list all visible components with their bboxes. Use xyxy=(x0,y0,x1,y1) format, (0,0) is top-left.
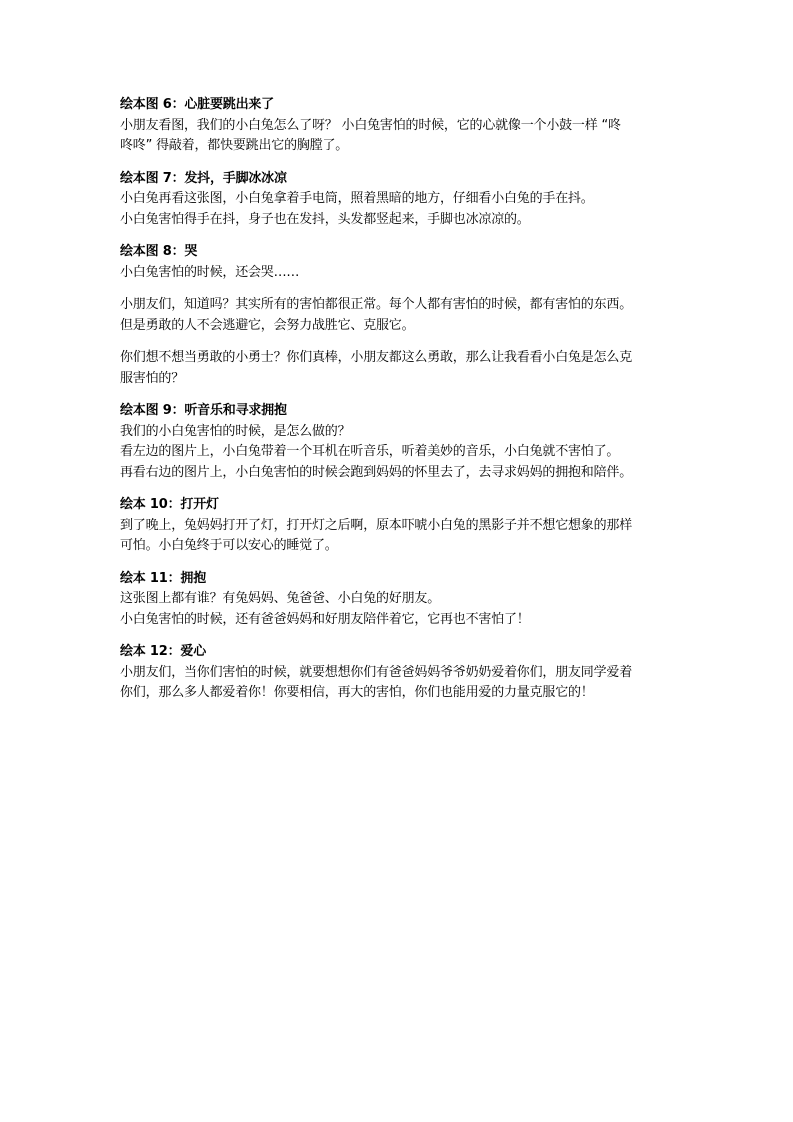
paragraph-line: 小白兔害怕得手在抖，身子也在发抖，头发都竖起来，手脚也冰凉凉的。 xyxy=(120,211,530,227)
document-page xyxy=(120,95,685,716)
paragraph-line: 再看右边的图片上，小白兔害怕的时候会跑到妈妈的怀里去了，去寻求妈妈的拥抱和陪伴。 xyxy=(120,464,633,480)
section-heading: 绘本 11：拥抱 xyxy=(120,570,207,586)
paragraph-line: 小朋友看图，我们的小白兔怎么了呀？ 小白兔害怕的时候，它的心就像一个小鼓一样 “咚 xyxy=(120,117,621,133)
paragraph-line: 你们，那么多人都爱着你！你要相信，再大的害怕，你们也能用爱的力量克服它的！ xyxy=(120,685,594,700)
paragraph-line: 我们的小白兔害怕的时候，是怎么做的？ xyxy=(120,423,351,439)
section-heading: 绘本图 8：哭 xyxy=(120,244,198,259)
paragraph-line: 这张图上都有谁？有兔妈妈、兔爸爸、小白兔的好朋友。 xyxy=(120,591,441,606)
section-picture-10 xyxy=(120,495,685,557)
paragraph-line: 可怕。小白兔终于可以安心的睡觉了。 xyxy=(120,538,338,553)
paragraph-line: 服害怕的？ xyxy=(120,370,185,386)
paragraph-line: 小朋友们，当你们害怕的时候，就要想想你们有爸爸妈妈爷爷奶奶爱着你们，朋友同学爱着 xyxy=(120,664,633,680)
paragraph-line: 小白兔害怕的时候，还有爸爸妈妈和好朋友陪伴着它，它再也不害怕了！ xyxy=(120,611,530,627)
paragraph-line: 看左边的图片上，小白兔带着一个耳机在听音乐，听着美妙的音乐，小白兔就不害怕了。 xyxy=(120,444,620,459)
paragraph-line: 小朋友们，知道吗？其实所有的害怕都很正常。每个人都有害怕的时候，都有害怕的东西。 xyxy=(120,297,633,312)
paragraph-line: 到了晚上，兔妈妈打开了灯，打开灯之后啊，原本吓唬小白兔的黑影子并不想它想象的那样 xyxy=(120,517,633,533)
section-picture-9 xyxy=(120,401,685,483)
paragraph-line: 但是勇敢的人不会逃避它，会努力战胜它、克服它。 xyxy=(120,317,415,333)
section-picture-8 xyxy=(120,242,685,283)
paragraph-line: 小白兔再看这张图，小白兔拿着手电筒，照着黑暗的地方，仔细看小白兔的手在抖。 xyxy=(120,191,594,206)
section-brave-warrior xyxy=(120,348,685,389)
section-picture-6 xyxy=(120,95,685,157)
section-heading: 绘本图 6：心脏要跳出来了 xyxy=(120,97,274,112)
paragraph-line: 咚咚” 得敲着，都快要跳出它的胸膛了。 xyxy=(120,138,349,153)
section-picture-11 xyxy=(120,569,685,631)
paragraph-line: 你们想不想当勇敢的小勇士？你们真棒，小朋友都这么勇敢，那么让我看看小白兔是怎么克 xyxy=(120,350,633,365)
section-heading: 绘本 10：打开灯 xyxy=(120,497,219,512)
section-normal-fear xyxy=(120,295,685,336)
section-picture-7 xyxy=(120,169,685,231)
section-picture-12 xyxy=(120,642,685,704)
section-heading: 绘本图 9：听音乐和寻求拥抱 xyxy=(120,403,287,418)
section-heading: 绘本图 7：发抖，手脚冰冰凉 xyxy=(120,170,287,186)
paragraph-line: 小白兔害怕的时候，还会哭…… xyxy=(120,264,300,280)
section-heading: 绘本 12：爱心 xyxy=(120,644,207,659)
